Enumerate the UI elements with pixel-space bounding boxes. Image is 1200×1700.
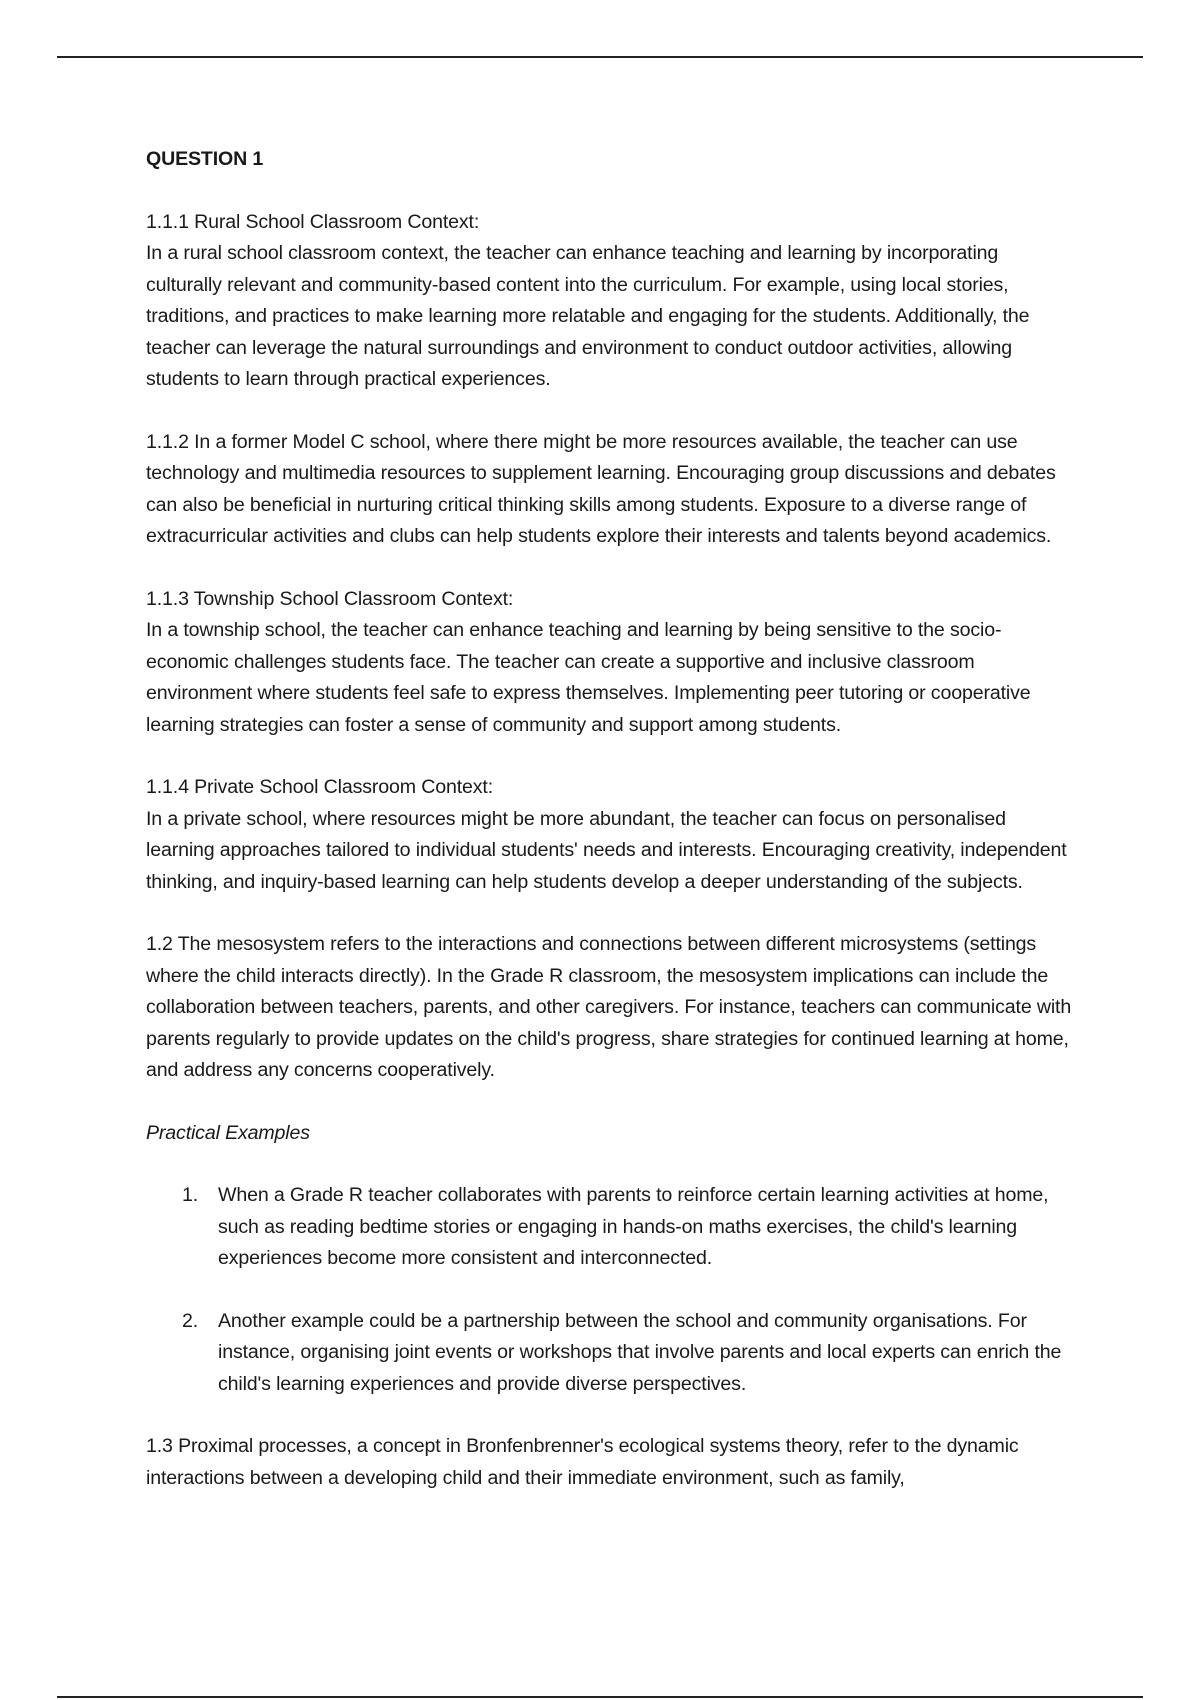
section-paragraph: In a private school, where resources might be more abundant, the teacher can focus on personalised learning approaches tailored to individual students' needs and interests. Encouraging creativity, independent thinking, and inquiry-based learning can help students develop a deeper understanding of the subjects. xyxy=(146,807,1067,893)
document-body xyxy=(146,144,1076,1494)
section-mesosystem xyxy=(146,929,1076,1087)
section-paragraph: 1.1.2 In a former Model C school, where there might be more resources available, the teacher can use technology and multimedia resources to supplement learning. Encouraging group discussions and debates can also be beneficial in nurturing critical thinking skills among students. Exposure to a diverse range of extracurricular activities and clubs can help students explore their interests and talents beyond academics. xyxy=(146,430,1056,547)
list-item-text: Another example could be a partnership between the school and community organisations. For instance, organising joint events or workshops that involve parents and local experts can enrich the child's learning experiences and provide diverse perspectives. xyxy=(218,1309,1062,1395)
section-township xyxy=(146,584,1076,742)
examples-list xyxy=(146,1180,1076,1400)
question-heading: QUESTION 1 xyxy=(146,148,264,170)
section-paragraph: 1.2 The mesosystem refers to the interactions and connections between different microsystems (settings where the child interacts directly). In the Grade R classroom, the mesosystem implications can include the collaboration between teachers, parents, and other caregivers. For instance, teachers can communicate with parents regularly to provide updates on the child's progress, share strategies for continued learning at home, and address any concerns cooperatively. xyxy=(146,933,1072,1081)
section-paragraph: In a township school, the teacher can enhance teaching and learning by being sensitive to the socio-economic challenges students face. The teacher can create a supportive and inclusive classroom environment where students feel safe to express themselves. Implementing peer tutoring or cooperative learning strategies can foster a sense of community and support among students. xyxy=(146,619,1031,736)
section-model-c xyxy=(146,427,1076,553)
list-item xyxy=(146,1180,1076,1275)
list-item-number: 2. xyxy=(182,1309,199,1332)
footer-rule xyxy=(57,1696,1143,1698)
list-item xyxy=(146,1306,1076,1401)
section-subheading: 1.1.3 Township School Classroom Context: xyxy=(146,587,514,610)
section-private xyxy=(146,772,1076,898)
closing-paragraph: 1.3 Proximal processes, a concept in Bronfenbrenner's ecological systems theory, refer to the dynamic interactions between a developing child and their immediate environment, such as family, xyxy=(146,1435,1019,1489)
examples-title: Practical Examples xyxy=(146,1121,310,1144)
list-item-text: When a Grade R teacher collaborates with parents to reinforce certain learning activities at home, such as reading bedtime stories or engaging in hands-on maths exercises, the child's learning experiences become more consistent and interconnected. xyxy=(218,1184,1049,1269)
header-rule xyxy=(57,56,1143,58)
list-item-number: 1. xyxy=(182,1184,199,1206)
section-paragraph: In a rural school classroom context, the teacher can enhance teaching and learning by incorporating culturally relevant and community-based content into the curriculum. For example, using local stories, traditions, and practices to make learning more relatable and engaging for the students. Additionally, the teacher can leverage the natural surroundings and environment to conduct outdoor activities, allowing students to learn through practical experiences. xyxy=(146,242,1030,390)
section-subheading: 1.1.4 Private School Classroom Context: xyxy=(146,776,494,798)
section-subheading: 1.1.1 Rural School Classroom Context: xyxy=(146,210,480,233)
section-rural xyxy=(146,207,1076,396)
